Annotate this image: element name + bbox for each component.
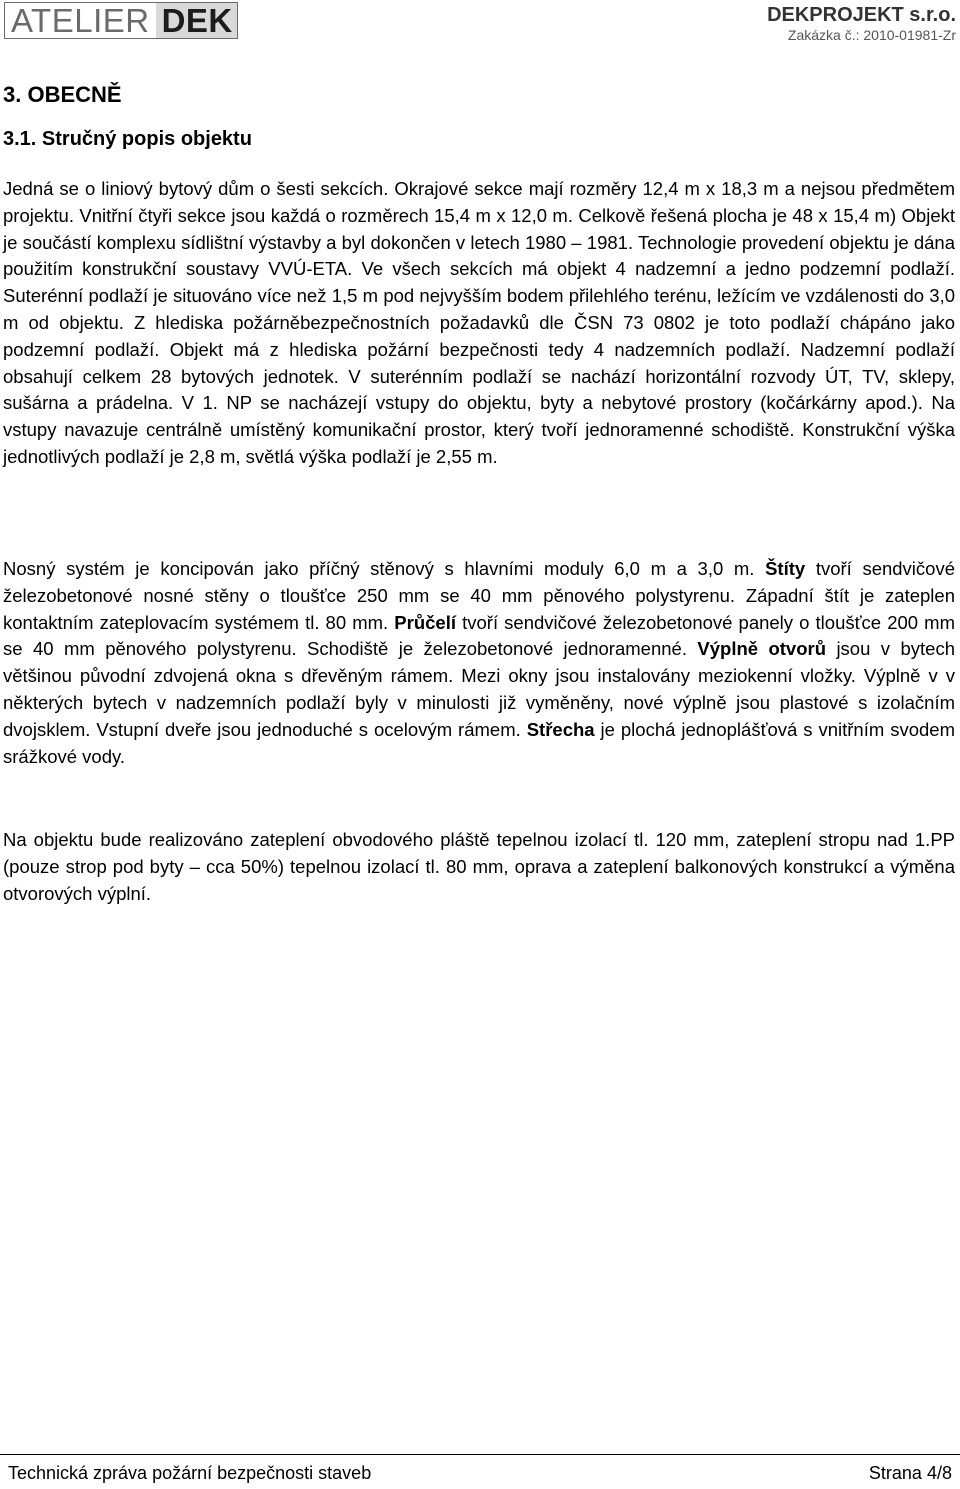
company-name: DEKPROJEKT s.r.o. — [767, 4, 956, 26]
page-footer — [0, 1454, 960, 1489]
footer-page-label: Strana — [868, 1463, 922, 1483]
p2-bold-openings: Výplně otvorů — [697, 638, 827, 660]
footer-page-current: 4 — [926, 1463, 937, 1483]
p2-bold-facades: Průčelí — [394, 611, 456, 633]
order-number: 2010-01981-Zr — [863, 27, 956, 43]
paragraph-building-description: Jedná se o liniový bytový dům o šesti sekcích. Okrajové sekce mají rozměry 12,4 m x 18,3 m a nejsou předmětem projektu. Vnitřní čtyři sekce jsou každá o rozměrech 15,4 m x 12,0 m. Celkově řešená plocha je 48 x 15,4 m) Objekt je součástí komplexu sídlištní výstavby a byl dokončen v letech 1980 – 1981. Technologie provedení objektu je dána použitím konstrukční soustavy VVÚ-ETA. Ve všech sekcích má objekt 4 nadzemní a jedno podzemní podlaží. Suterénní podlaží je situováno více než 1,5 m pod nejvyšším bodem přilehlého terénu, ležícím ve vzdálenosti do 3,0 m od objektu. Z hlediska požárněbezpečnostních požadavků dle ČSN 73 0802 je toto podlaží chápáno jako podzemní podlaží. Objekt má z hlediska požární bezpečnosti tedy 4 nadzemních podlaží. Nadzemní podlaží obsahují celkem 28 bytových jednotek. V suterénním podlaží se nachází horizontální rozvody ÚT, TV, sklepy, sušárna a prádelna. V 1. NP se nacházejí vstupy do objektu, byty a nebytové prostory (kočárkárny apod.). Na vstupy navazuje centrálně umístěný komunikační prostor, který tvoří jednoramenné schodiště. Konstrukční výška jednotlivých podlaží je 2,8 m, světlá výška podlaží je 2,55 m. — [3, 178, 955, 467]
p2-text-1: Nosný systém je koncipován jako příčný stěnový s hlavními moduly 6,0 m a 3,0 m. — [3, 558, 766, 579]
p2-bold-gables: Štíty — [765, 558, 806, 579]
footer-document-title: Technická zpráva požární bezpečnosti staveb — [8, 1463, 372, 1483]
logo-atelier-text: ATELIER — [5, 3, 156, 38]
p2-text-2: tvoří sendvičové železobetonové nosné stěny o tloušťce 250 mm se 40 mm pěnového polystyrenu. Západní štít je zateplen kontaktním zateplovacím systémem tl. 80 mm. — [3, 558, 955, 633]
order-label: Zakázka č.: — [787, 27, 860, 43]
section-heading: 3. OBECNĚ — [3, 82, 122, 107]
footer-page-total: 8 — [941, 1463, 952, 1483]
footer-page-number: Strana 4/8 — [868, 1463, 952, 1483]
p2-text-5: je plochá jednoplášťová s vnitřním svodem srážkové vody. — [3, 718, 955, 767]
p2-text-3: tvoří sendvičové železobetonové panely o tloušťce 200 mm se 40 mm pěnového polystyrenu. Schodiště je železobetonové jednoramenné. — [3, 611, 955, 660]
paragraph-planned-works: Na objektu bude realizováno zateplení obvodového pláště tepelnou izolací tl. 120 mm, zateplení stropu nad 1.PP (pouze strop pod byty – cca 50%) tepelnou izolací tl. 80 mm, oprava a zateplení balkonových konstrukcí a výměna otvorových výplní. — [3, 829, 955, 904]
order-line — [767, 27, 956, 43]
p2-bold-roof: Střecha — [526, 718, 595, 740]
page-header — [0, 0, 960, 48]
subsection-heading: 3.1. Stručný popis objektu — [3, 128, 252, 150]
logo-dek-text: DEK — [156, 3, 237, 38]
company-block — [767, 3, 956, 43]
atelier-dek-logo — [4, 2, 238, 39]
paragraph-structural-system — [3, 556, 955, 770]
p2-text-4: jsou v bytech většinou původní zdvojená okna s dřevěným rámem. Mezi okny jsou instalovány meziokenní vložky. Výplně v v některých bytech v nadzemních podlaží byly v minulosti již vyměněny, nové výplně jsou plastové s izolačním dvojsklem. Vstupní dveře jsou jednoduché s ocelovým rámem. — [3, 638, 955, 740]
